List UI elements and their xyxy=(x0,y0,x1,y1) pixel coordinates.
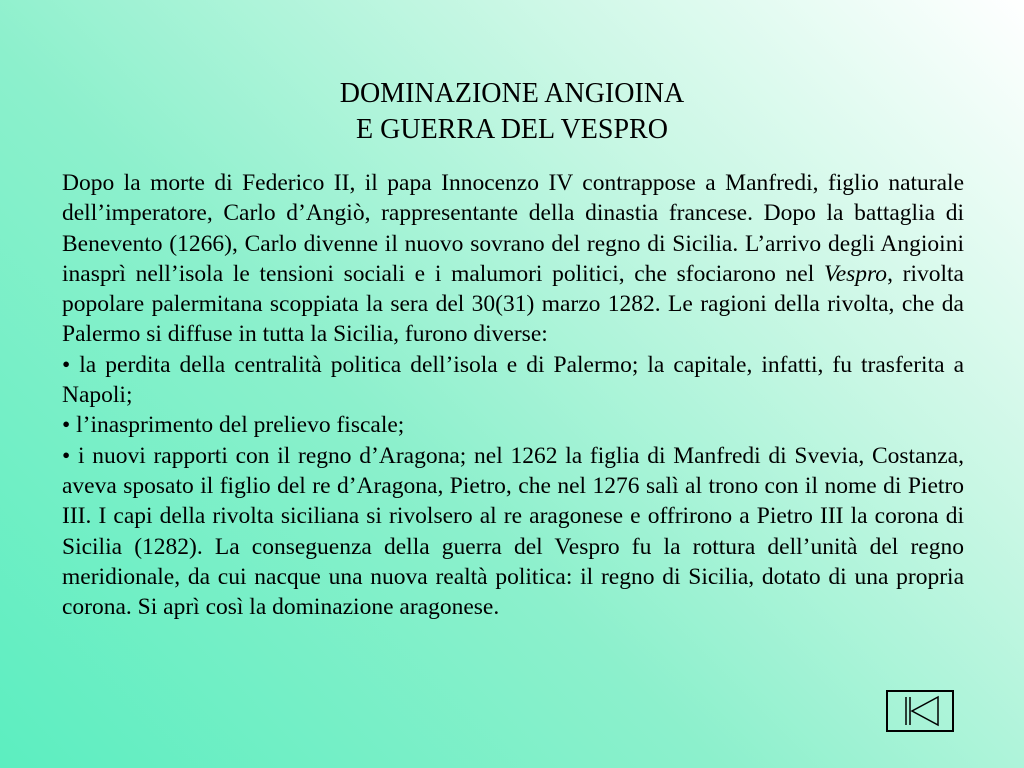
intro-text-end: , rivolta popolare palermitana scoppiata la sera del 30(31) marzo 1282. Le ragioni della rivolta, che da Palermo si diffuse in tutta la Sicilia, furono diverse: xyxy=(62,260,964,348)
bullet-item-2: • l’inasprimento del prelievo fiscale; xyxy=(62,412,405,439)
title-line-1: DOMINAZIONE ANGIOINA xyxy=(339,78,685,109)
intro-paragraph xyxy=(62,168,964,350)
title-line-2: E GUERRA DEL VESPRO xyxy=(356,114,668,145)
intro-text-start: Dopo la morte di Federico II, il papa Innocenzo IV contrappose a Manfredi, figlio naturale dell’imperatore, Carlo d’Angiò, rappresentante della dinastia francese. Dopo la battaglia di Benevento (1266), Carlo divenne il nuovo sovrano del regno di Sicilia. L’arrivo degli Angioini inasprì nell’isola le tensioni sociali e i malumori politici, che sfociarono nel xyxy=(62,170,964,287)
bullet-item-3: • i nuovi rapporti con il regno d’Aragona; nel 1262 la figlia di Manfredi di Svevia, Costanza, aveva sposato il figlio del re d’Aragona, Pietro, che nel 1276 salì al trono con il nome di Pietro III. I capi della rivolta siciliana si rivolsero al re aragonese e offrirono a Pietro III la corona di Sicilia (1282). La conseguenza della guerra del Vespro fu la rottura dell’unità del regno meridionale, da cui nacque una nuova realtà politica: il regno di Sicilia, dotato di una propria corona. Si aprì così la dominazione aragonese. xyxy=(62,442,964,621)
body-text xyxy=(62,168,964,622)
first-slide-button[interactable] xyxy=(886,690,954,732)
page-title xyxy=(0,76,1024,148)
bullet-item-1: • la perdita della centralità politica dell’isola e di Palermo; la capitale, infatti, fu trasferita a Napoli; xyxy=(62,351,964,409)
vespro-italic: Vespro xyxy=(823,260,888,287)
skip-to-first-icon xyxy=(888,692,952,730)
